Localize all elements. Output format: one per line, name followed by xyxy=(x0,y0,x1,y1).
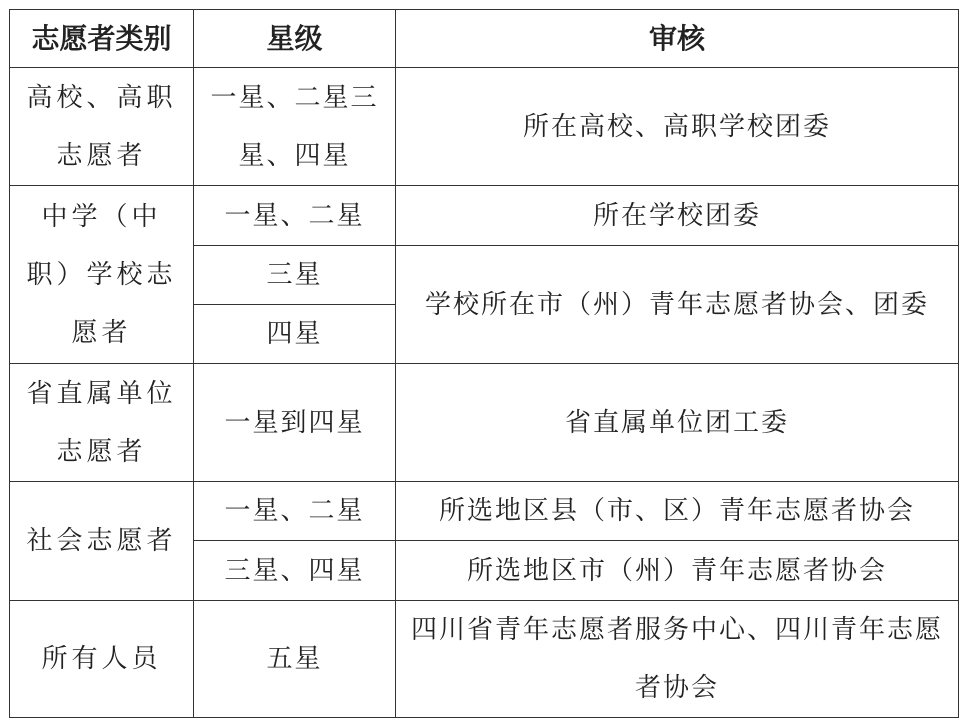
star-cell: 一星到四星 xyxy=(194,364,396,482)
table-row xyxy=(10,186,959,246)
star-cell: 一星、二星三星、四星 xyxy=(194,68,396,186)
review-cell: 省直属单位团工委 xyxy=(396,364,959,482)
header-review: 审核 xyxy=(396,10,959,68)
review-cell: 所在学校团委 xyxy=(396,186,959,246)
star-cell: 三星、四星 xyxy=(194,541,396,601)
volunteer-review-table xyxy=(9,9,959,718)
star-cell: 三星 xyxy=(194,246,396,305)
category-cell-provincial-units: 省直属单位志愿者 xyxy=(10,364,194,482)
star-cell: 一星、二星 xyxy=(194,186,396,246)
table-header-row xyxy=(10,10,959,68)
review-cell: 所在高校、高职学校团委 xyxy=(396,68,959,186)
star-cell: 一星、二星 xyxy=(194,482,396,541)
header-star-level: 星级 xyxy=(194,10,396,68)
category-cell-all-personnel: 所有人员 xyxy=(10,601,194,718)
table-row xyxy=(10,364,959,482)
category-cell-university: 高校、高职志愿者 xyxy=(10,68,194,186)
header-category: 志愿者类别 xyxy=(10,10,194,68)
category-cell-middle-school: 中学（中职）学校志愿者 xyxy=(10,186,194,364)
review-cell: 所选地区县（市、区）青年志愿者协会 xyxy=(396,482,959,541)
table-row xyxy=(10,601,959,718)
review-cell: 所选地区市（州）青年志愿者协会 xyxy=(396,541,959,601)
review-cell: 学校所在市（州）青年志愿者协会、团委 xyxy=(396,246,959,364)
table-row xyxy=(10,482,959,541)
review-cell: 四川省青年志愿者服务中心、四川青年志愿者协会 xyxy=(396,601,959,718)
star-cell: 五星 xyxy=(194,601,396,718)
table-row xyxy=(10,68,959,186)
star-cell: 四星 xyxy=(194,305,396,364)
category-cell-social: 社会志愿者 xyxy=(10,482,194,601)
